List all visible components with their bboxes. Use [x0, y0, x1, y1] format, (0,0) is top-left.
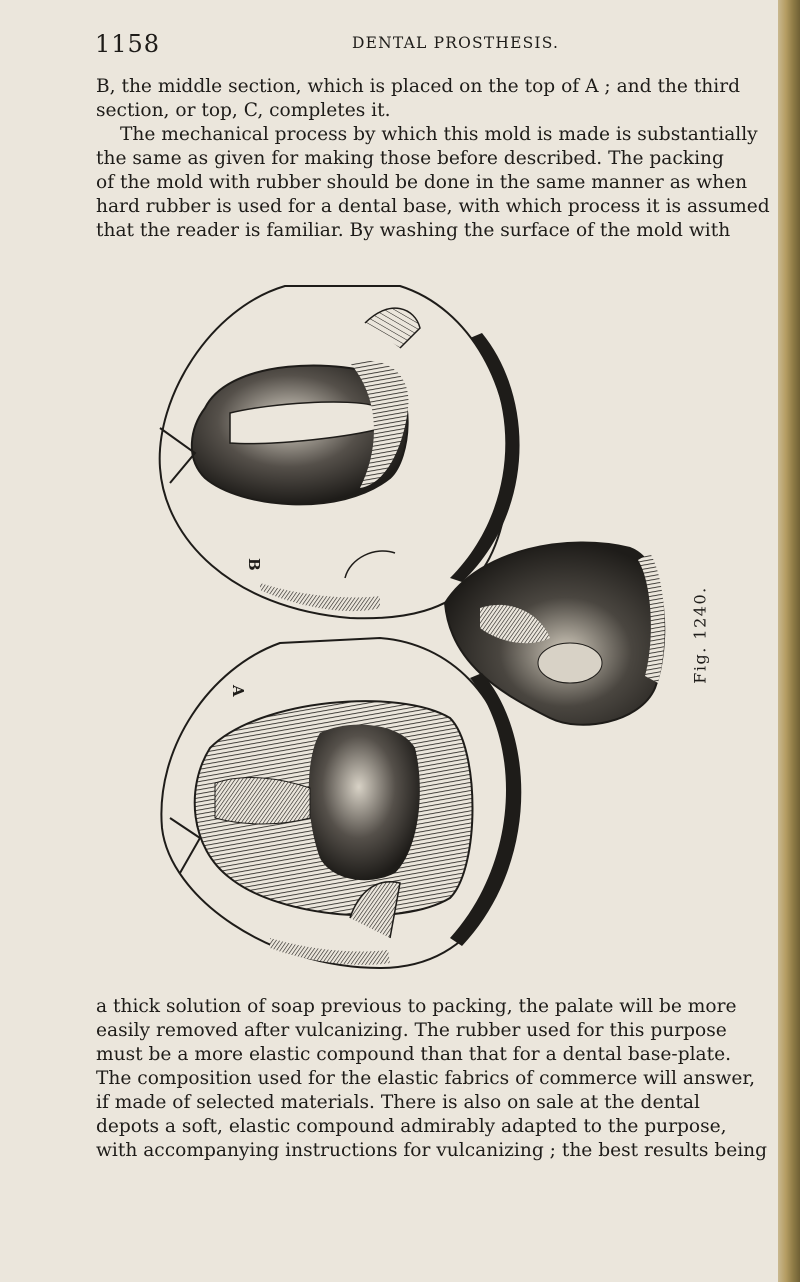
body-text-top [96, 75, 770, 243]
text-line: The mechanical process by which this mold is made is substantially [120, 124, 758, 145]
text-line: a thick solution of soap previous to packing, the palate will be more [96, 996, 737, 1017]
text-line: easily removed after vulcanizing. The rubber used for this purpose [96, 1020, 727, 1041]
page-edge [778, 0, 800, 1282]
page-header [95, 28, 735, 58]
section-label-a: A [229, 685, 247, 697]
text-line: that the reader is familiar. By washing the surface of the mold with [96, 220, 731, 241]
figure-illustration [150, 278, 710, 978]
running-head: DENTAL PROSTHESIS. [352, 34, 560, 52]
text-line: hard rubber is used for a dental base, with which process it is assumed [96, 196, 770, 217]
figure-caption-text: Fig. 1240. [690, 586, 710, 684]
mold-section-b [160, 286, 520, 618]
text-line: with accompanying instructions for vulcanizing ; the best results being [96, 1140, 768, 1161]
text-line: section, or top, C, completes it. [96, 100, 391, 121]
body-text-bottom [96, 995, 768, 1163]
text-line: The composition used for the elastic fabrics of commerce will answer, [96, 1068, 756, 1089]
text-line: B, the middle section, which is placed on the top of A ; and the third [96, 76, 740, 97]
section-label-b: B [245, 558, 263, 571]
mold-section-a [161, 638, 521, 968]
figure-caption [660, 586, 740, 684]
text-line: of the mold with rubber should be done in the same manner as when [96, 172, 748, 193]
text-line: if made of selected materials. There is also on sale at the dental [96, 1092, 700, 1113]
page-number: 1158 [95, 30, 161, 58]
text-line: depots a soft, elastic compound admirably adapted to the purpose, [96, 1116, 727, 1137]
text-line: must be a more elastic compound than that for a dental base-plate. [96, 1044, 732, 1065]
text-line: the same as given for making those before described. The packing [96, 148, 724, 169]
